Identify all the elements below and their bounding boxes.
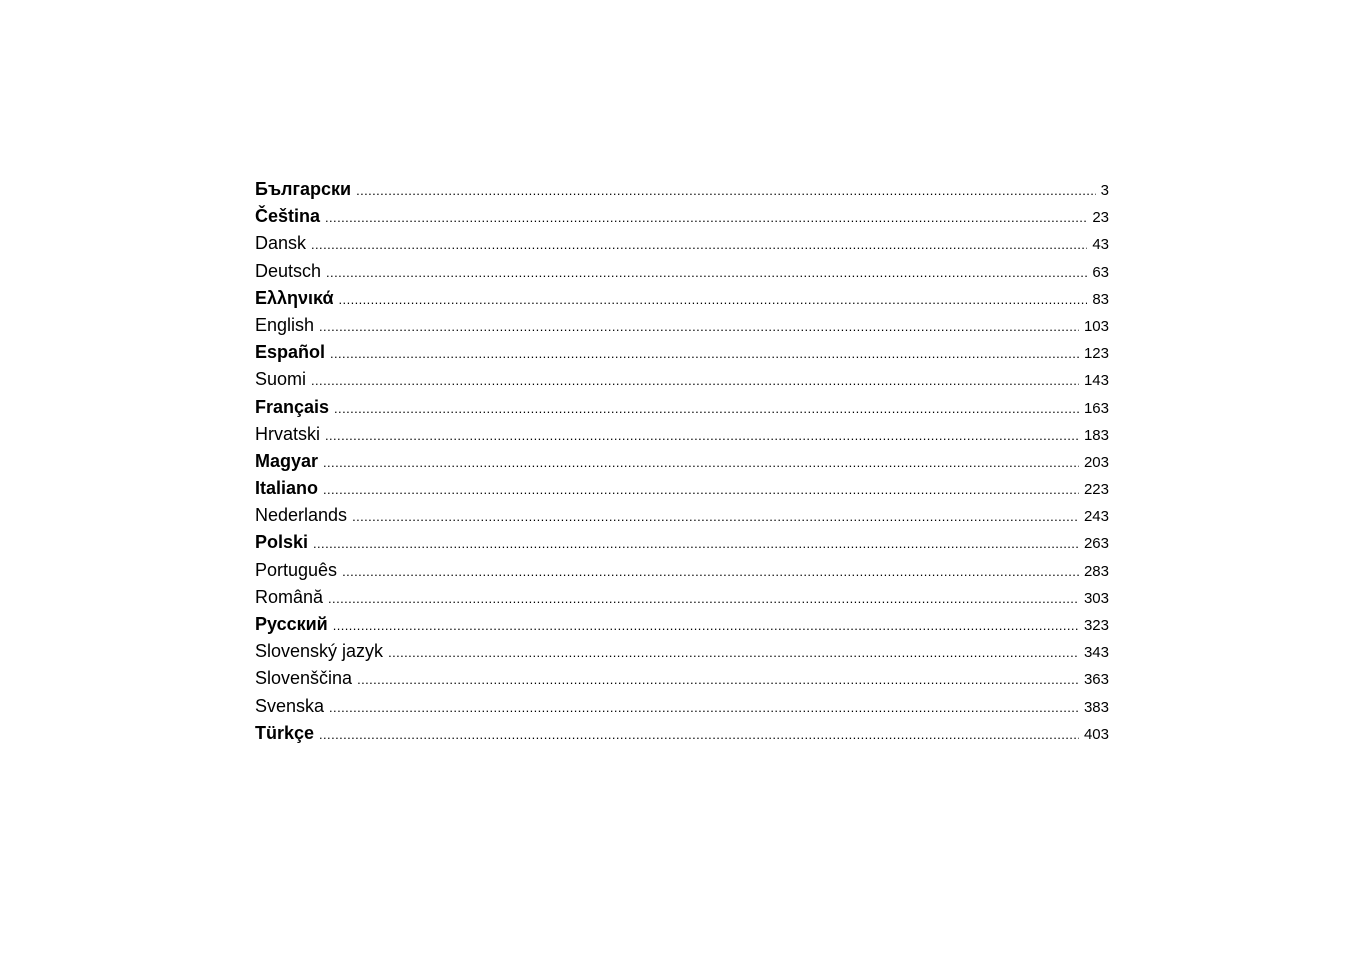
toc-leader-dots (339, 292, 1088, 307)
toc-language: Slovenščina (255, 668, 353, 689)
toc-leader-dots (330, 346, 1079, 361)
toc-language: Svenska (255, 695, 325, 716)
toc-language: Русский (255, 614, 328, 634)
toc-entry[interactable] (255, 668, 1109, 695)
toc-leader-dots (352, 509, 1079, 524)
toc-page-number: 43 (1092, 236, 1109, 254)
toc-leader-dots (311, 237, 1087, 252)
toc-leader-dots (319, 319, 1079, 334)
toc-leader-dots (328, 591, 1079, 606)
toc-leader-dots (333, 618, 1079, 633)
toc-leader-dots (313, 536, 1079, 551)
toc-entry[interactable] (255, 478, 1109, 505)
toc-entry[interactable] (255, 505, 1109, 532)
toc-leader-dots (311, 373, 1079, 388)
toc-entry[interactable] (255, 424, 1109, 451)
toc-language: Română (255, 586, 324, 607)
toc-language: Italiano (255, 478, 319, 499)
toc-entry[interactable] (255, 587, 1109, 614)
toc-leader-dots (356, 183, 1096, 198)
toc-entry[interactable] (255, 288, 1109, 315)
toc-page-number: 263 (1083, 535, 1109, 553)
toc-entry[interactable] (255, 397, 1109, 424)
toc-entry[interactable] (255, 451, 1109, 478)
toc-page-number: 203 (1083, 453, 1109, 471)
toc-leader-dots (323, 455, 1079, 470)
toc-language: Slovenský jazyk (255, 641, 384, 662)
toc-language: Magyar (255, 450, 319, 471)
toc-page-number: 303 (1083, 589, 1109, 607)
toc-page-number: 163 (1083, 399, 1109, 417)
toc-entry[interactable] (255, 696, 1109, 723)
toc-page-number: 123 (1083, 345, 1109, 363)
toc-entry[interactable] (255, 723, 1109, 750)
toc-leader-dots (329, 700, 1079, 715)
toc-language: Português (255, 559, 338, 580)
toc-language: Suomi (255, 369, 307, 390)
toc-page-number: 383 (1083, 698, 1109, 716)
toc-page-number: 343 (1083, 644, 1109, 662)
toc-entry[interactable] (255, 560, 1109, 587)
toc-leader-dots (319, 727, 1079, 742)
toc-page-number: 323 (1083, 617, 1109, 634)
toc-language: Español (255, 342, 326, 363)
toc-page-number: 243 (1083, 508, 1109, 526)
toc-leader-dots (325, 210, 1087, 225)
toc-page-number: 143 (1083, 372, 1109, 390)
toc-page-number: 403 (1083, 725, 1109, 743)
toc-entry[interactable] (255, 532, 1109, 559)
toc-entry[interactable] (255, 315, 1109, 342)
toc-entry[interactable] (255, 641, 1109, 668)
toc-language: Български (255, 179, 352, 199)
toc-page-number: 83 (1092, 290, 1109, 308)
toc-leader-dots (334, 401, 1079, 416)
toc-page-number: 183 (1083, 426, 1109, 444)
toc-language: Deutsch (255, 260, 322, 281)
toc-page-number: 103 (1083, 317, 1109, 335)
table-of-contents (255, 179, 1109, 750)
toc-page-number: 3 (1100, 182, 1109, 199)
toc-entry[interactable] (255, 614, 1109, 641)
toc-page-number: 63 (1092, 263, 1109, 281)
toc-entry[interactable] (255, 261, 1109, 288)
toc-entry[interactable] (255, 179, 1109, 206)
toc-page-number: 223 (1083, 481, 1109, 499)
toc-page-number: 283 (1083, 562, 1109, 580)
toc-language: Ελληνικά (255, 287, 334, 308)
toc-leader-dots (323, 482, 1079, 497)
toc-leader-dots (357, 672, 1079, 687)
toc-language: Čeština (255, 206, 321, 227)
toc-leader-dots (388, 645, 1079, 660)
toc-entry[interactable] (255, 369, 1109, 396)
toc-language: Nederlands (255, 505, 348, 526)
toc-entry[interactable] (255, 342, 1109, 369)
toc-language: Français (255, 396, 330, 417)
toc-leader-dots (342, 564, 1079, 579)
toc-page-number: 23 (1092, 209, 1109, 227)
toc-leader-dots (325, 428, 1079, 443)
toc-language: English (255, 314, 315, 335)
toc-language: Dansk (255, 233, 307, 254)
toc-page-number: 363 (1083, 671, 1109, 689)
toc-language: Polski (255, 532, 309, 553)
toc-language: Türkçe (255, 722, 315, 743)
toc-entry[interactable] (255, 206, 1109, 233)
toc-language: Hrvatski (255, 423, 321, 444)
toc-entry[interactable] (255, 233, 1109, 260)
toc-leader-dots (326, 265, 1087, 280)
